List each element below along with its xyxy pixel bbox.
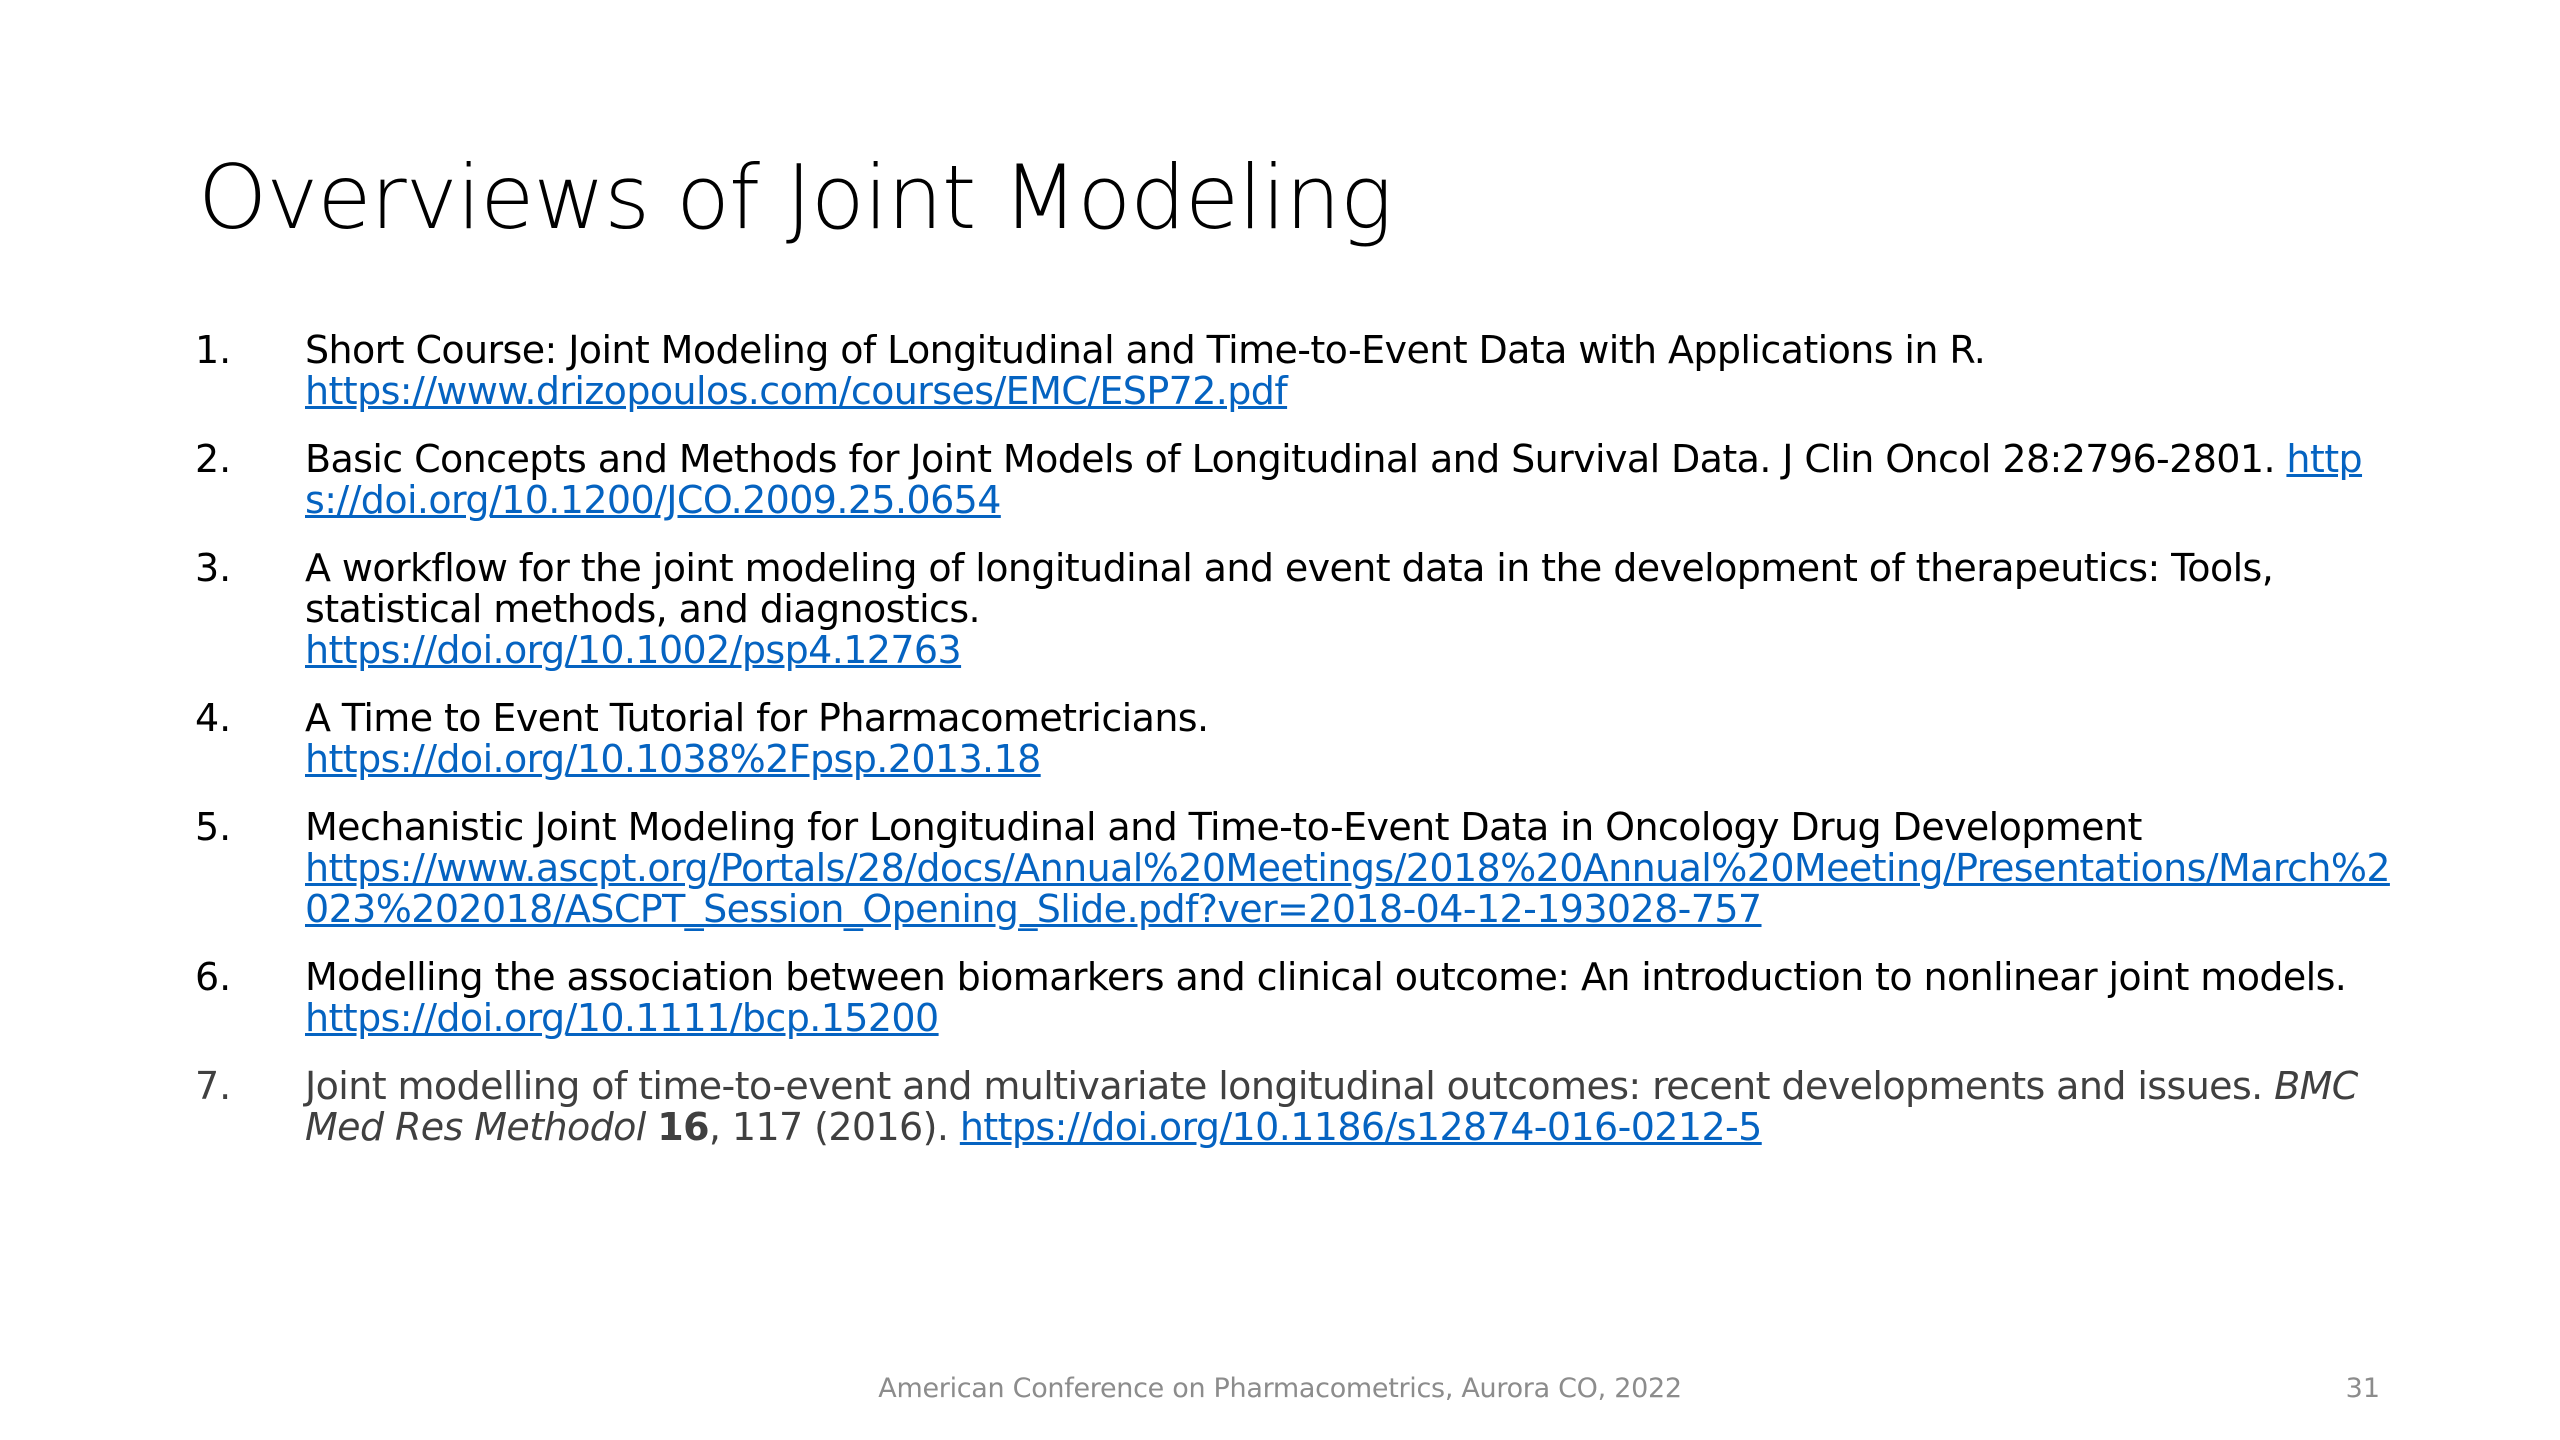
page-number: 31 bbox=[2345, 1373, 2380, 1404]
reference-item-4 bbox=[195, 698, 2395, 780]
reference-number: 3. bbox=[195, 546, 232, 590]
reference-link-2[interactable]: https://doi.org/10.1200/JCO.2009.25.0654 bbox=[305, 437, 2363, 522]
reference-link-3[interactable]: https://doi.org/10.1002/psp4.12763 bbox=[305, 628, 962, 672]
reference-text: Modelling the association between biomarkers and clinical outcome: An introduction to nonlinear joint models. bbox=[305, 955, 2347, 999]
reference-item-3 bbox=[195, 548, 2395, 671]
reference-link-5[interactable]: https://www.ascpt.org/Portals/28/docs/Annual%20Meetings/2018%20Annual%20Meeting/Presentations/March%2023%202018/ASCPT_Session_Opening_Slide.pdf?ver=2018-04-12-193028-757 bbox=[305, 846, 2390, 931]
reference-item-1 bbox=[195, 330, 2395, 412]
reference-text: Short Course: Joint Modeling of Longitudinal and Time-to-Event Data with Applications in R. bbox=[305, 328, 1986, 372]
reference-item-5 bbox=[195, 807, 2395, 930]
reference-number: 4. bbox=[195, 696, 232, 740]
reference-text: Mechanistic Joint Modeling for Longitudinal and Time-to-Event Data in Oncology Drug Development bbox=[305, 805, 2142, 849]
reference-body bbox=[305, 957, 2395, 1039]
reference-body bbox=[305, 807, 2395, 930]
reference-item-2 bbox=[195, 439, 2395, 521]
reference-text: Joint modelling of time-to-event and multivariate longitudinal outcomes: recent developments and issues. bbox=[305, 1064, 2263, 1108]
reference-journal: BMC Med Res Methodol bbox=[305, 1064, 2358, 1149]
reference-number: 1. bbox=[195, 328, 232, 372]
reference-volume: 16 bbox=[657, 1105, 709, 1149]
reference-link-4[interactable]: https://doi.org/10.1038%2Fpsp.2013.18 bbox=[305, 737, 1041, 781]
reference-text: A Time to Event Tutorial for Pharmacometricians. bbox=[305, 696, 1209, 740]
reference-body bbox=[305, 330, 2395, 412]
reference-link-6[interactable]: https://doi.org/10.1111/bcp.15200 bbox=[305, 996, 939, 1040]
reference-link-7[interactable]: https://doi.org/10.1186/s12874-016-0212-5 bbox=[959, 1105, 1762, 1149]
reference-item-6 bbox=[195, 957, 2395, 1039]
reference-body bbox=[305, 1066, 2395, 1148]
slide-title: Overviews of Joint Modeling bbox=[198, 146, 1392, 249]
reference-body bbox=[305, 439, 2395, 521]
reference-number: 5. bbox=[195, 805, 232, 849]
reference-text: A workflow for the joint modeling of longitudinal and event data in the development of therapeutics: Tools, statistical methods, and diagnostics. bbox=[305, 546, 2274, 631]
reference-number: 2. bbox=[195, 437, 232, 481]
reference-number: 7. bbox=[195, 1064, 232, 1108]
reference-link-1[interactable]: https://www.drizopoulos.com/courses/EMC/ESP72.pdf bbox=[305, 369, 1288, 413]
reference-body bbox=[305, 698, 2395, 780]
reference-text: Basic Concepts and Methods for Joint Models of Longitudinal and Survival Data. J Clin Oncol 28:2796-2801. bbox=[305, 437, 2275, 481]
reference-list bbox=[195, 330, 2395, 1175]
reference-number: 6. bbox=[195, 955, 232, 999]
reference-pages-year: , 117 (2016). bbox=[708, 1105, 949, 1149]
slide-footer: American Conference on Pharmacometrics, Aurora CO, 2022 bbox=[878, 1373, 1682, 1404]
reference-item-7 bbox=[195, 1066, 2395, 1148]
reference-body bbox=[305, 548, 2395, 671]
